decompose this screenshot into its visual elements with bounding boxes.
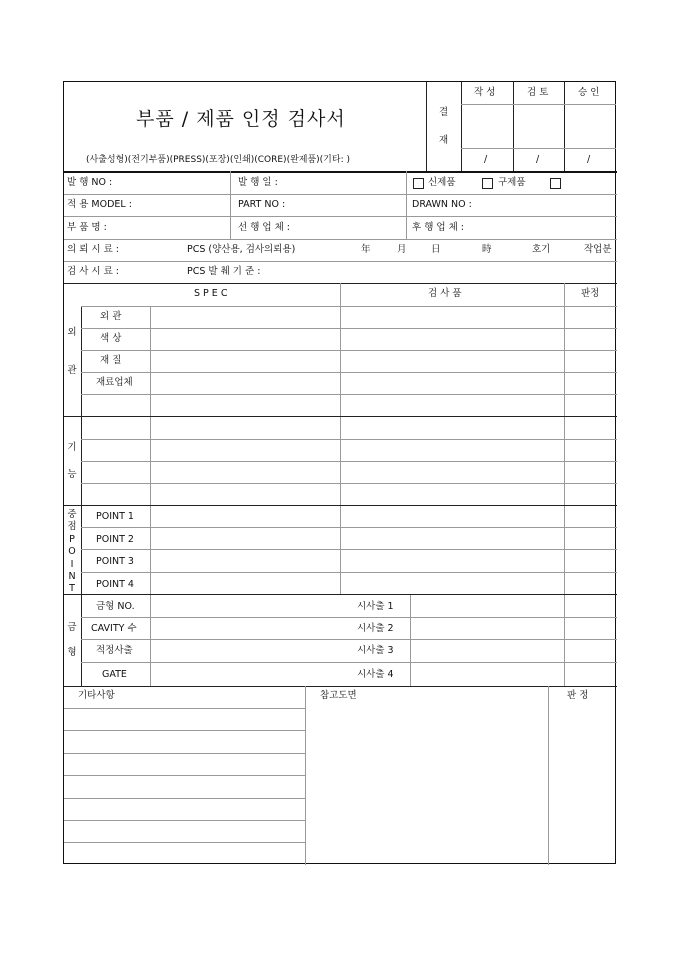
approval-date-slash-3: / (587, 154, 591, 165)
keypoint-group-label-5: I (70, 559, 74, 570)
mold-trial-2: 시사출 2 (357, 623, 394, 634)
keypoint-row-2: POINT 2 (96, 534, 134, 545)
mold-trial-4: 시사출 4 (357, 669, 394, 680)
old-product-label: 구제품 (498, 177, 526, 188)
appearance-group-label-2: 관 (67, 365, 77, 376)
mold-group-label-1: 금 (67, 622, 77, 633)
part-no-label: PART NO : (238, 199, 286, 210)
final-judgement-label: 판 정 (567, 690, 589, 701)
appearance-row-material: 재 질 (100, 355, 122, 366)
mold-trial-1: 시사출 1 (357, 601, 394, 612)
inspected-header: 검 사 품 (428, 288, 462, 299)
approval-col-review: 검 토 (527, 87, 549, 98)
month-label: 月 (397, 244, 407, 255)
mold-row-injection: 적정사출 (96, 645, 133, 656)
mold-row-no: 금형 NO. (96, 601, 135, 612)
approval-col-approve: 승 인 (578, 87, 600, 98)
approval-col-author: 작 성 (474, 87, 496, 98)
mold-group-label-2: 형 (67, 647, 77, 658)
appearance-row-supplier: 재료업체 (96, 377, 133, 388)
keypoint-group-label-1: 중 (67, 509, 77, 520)
old-product-checkbox[interactable] (482, 178, 493, 189)
drawn-no-label: DRAWN NO : (412, 199, 472, 210)
request-sample-label: 의 뢰 시 료 : (67, 244, 119, 255)
keypoint-group-label-4: O (68, 546, 76, 557)
keypoint-group-label-2: 점 (67, 521, 77, 532)
remarks-label: 기타사항 (78, 690, 115, 701)
worker-label: 작업분 (584, 244, 612, 255)
issue-no-label: 발 행 NO : (67, 177, 113, 188)
mold-trial-3: 시사출 3 (357, 645, 394, 656)
new-product-label: 신제품 (428, 177, 456, 188)
appearance-group-label-1: 외 (67, 327, 77, 338)
function-group-label-1: 기 (67, 442, 77, 453)
appearance-row-exterior: 외 관 (100, 311, 122, 322)
mold-row-gate: GATE (102, 669, 127, 680)
spec-header: S P E C (194, 288, 228, 299)
keypoint-group-label-7: T (69, 583, 75, 594)
keypoint-group-label-3: P (69, 534, 75, 545)
issue-date-label: 발 행 일 : (238, 177, 278, 188)
other-product-checkbox[interactable] (550, 178, 561, 189)
keypoint-group-label-6: N (68, 571, 76, 582)
request-pcs-label: PCS (양산용, 검사의뢰용) (187, 244, 296, 255)
keypoint-row-3: POINT 3 (96, 556, 134, 567)
inspect-sample-label: 검 사 시 료 : (67, 266, 119, 277)
judgement-header: 판정 (581, 288, 600, 299)
appearance-row-color: 색 상 (100, 333, 122, 344)
prev-company-label: 선 행 업 체 : (238, 222, 290, 233)
mold-row-cavity: CAVITY 수 (91, 623, 137, 634)
machine-label: 호기 (532, 244, 551, 255)
keypoint-row-1: POINT 1 (96, 511, 134, 522)
form-title: 부품 / 제품 인정 검사서 (136, 108, 346, 130)
inspection-form (63, 81, 616, 864)
inspect-pcs-label: PCS 발 췌 기 준 : (187, 266, 261, 277)
approval-label-2: 재 (439, 135, 449, 146)
approval-date-slash-2: / (536, 154, 540, 165)
keypoint-row-4: POINT 4 (96, 579, 134, 590)
approval-label-1: 결 (439, 107, 449, 118)
function-group-label-2: 능 (67, 469, 77, 480)
hour-label: 時 (482, 244, 492, 255)
year-label: 年 (361, 244, 371, 255)
part-name-label: 부 품 명 : (67, 222, 107, 233)
new-product-checkbox[interactable] (413, 178, 424, 189)
apply-model-label: 적 용 MODEL : (67, 199, 132, 210)
approval-date-slash-1: / (484, 154, 488, 165)
form-subtitle: (사출성형)(전기부품)(PRESS)(포장)(인쇄)(CORE)(완제품)(기타: ) (86, 155, 350, 165)
reference-drawing-label: 참고도면 (320, 690, 357, 701)
day-label: 日 (431, 244, 441, 255)
next-company-label: 후 행 업 체 : (412, 222, 464, 233)
